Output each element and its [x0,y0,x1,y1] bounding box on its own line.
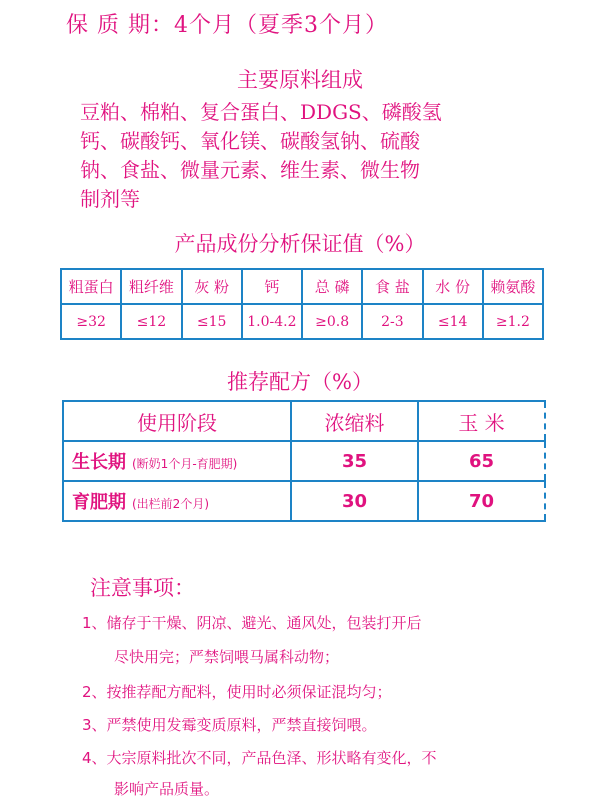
formula-header-corn: 玉 米 [418,401,545,441]
formula-title: 推荐配方（%） [227,370,373,394]
formula-row [63,441,545,481]
stage-note: (断奶1个月-育肥期) [132,457,238,471]
analysis-title: 产品成份分析保证值（%） [174,232,426,256]
stage-name: 生长期 [72,452,126,473]
analysis-table [60,268,544,340]
analysis-header: 赖氨酸 [483,269,543,304]
formula-table [62,400,546,522]
formula-concentrate: 30 [291,481,418,521]
note-item: 影响产品质量。 [114,780,220,798]
analysis-value: 2-3 [362,304,422,339]
ingredients-title: 主要原料组成 [237,68,363,92]
analysis-header: 总 磷 [302,269,362,304]
analysis-value: ≤15 [182,304,242,339]
formula-corn: 65 [418,441,545,481]
ingredients-line: 钠、食盐、微量元素、维生素、微生物 [80,158,420,182]
ingredients-line: 钙、碳酸钙、氧化镁、碳酸氢钠、硫酸 [80,129,420,153]
formula-row [63,481,545,521]
analysis-header: 钙 [242,269,302,304]
analysis-header: 粗纤维 [121,269,181,304]
analysis-value: ≤12 [121,304,181,339]
analysis-value: ≥32 [61,304,121,339]
analysis-value: ≥0.8 [302,304,362,339]
note-item: 尽快用完；严禁饲喂马属科动物； [114,648,340,666]
analysis-header: 食 盐 [362,269,422,304]
ingredients-text [80,98,540,214]
analysis-value: 1.0-4.2 [242,304,302,339]
analysis-value-row [61,304,543,339]
formula-stage [63,481,291,521]
notes-title: 注意事项： [90,576,195,600]
formula-concentrate: 35 [291,441,418,481]
formula-stage [63,441,291,481]
analysis-header: 粗蛋白 [61,269,121,304]
formula-header-concentrate: 浓缩料 [291,401,418,441]
stage-note: (出栏前2个月) [132,497,209,511]
formula-corn: 70 [418,481,545,521]
stage-name: 育肥期 [72,492,126,513]
ingredients-line: 豆粕、棉粕、复合蛋白、DDGS、磷酸氢 [80,100,442,124]
analysis-header-row [61,269,543,304]
note-item: 2、按推荐配方配料，使用时必须保证混均匀； [82,683,392,701]
note-item: 3、严禁使用发霉变质原料，严禁直接饲喂。 [82,716,377,734]
analysis-header: 灰 粉 [182,269,242,304]
ingredients-line: 制剂等 [80,187,140,211]
analysis-value: ≤14 [423,304,483,339]
note-item: 1、储存于干燥、阴凉、避光、通风处，包装打开后 [82,614,422,632]
analysis-header: 水 份 [423,269,483,304]
shelf-life: 保 质 期：4个月（夏季3个月） [66,13,388,38]
formula-header-stage: 使用阶段 [63,401,291,441]
formula-header-row [63,401,545,441]
note-item: 4、大宗原料批次不同，产品色泽、形状略有变化，不 [82,749,437,767]
analysis-value: ≥1.2 [483,304,543,339]
